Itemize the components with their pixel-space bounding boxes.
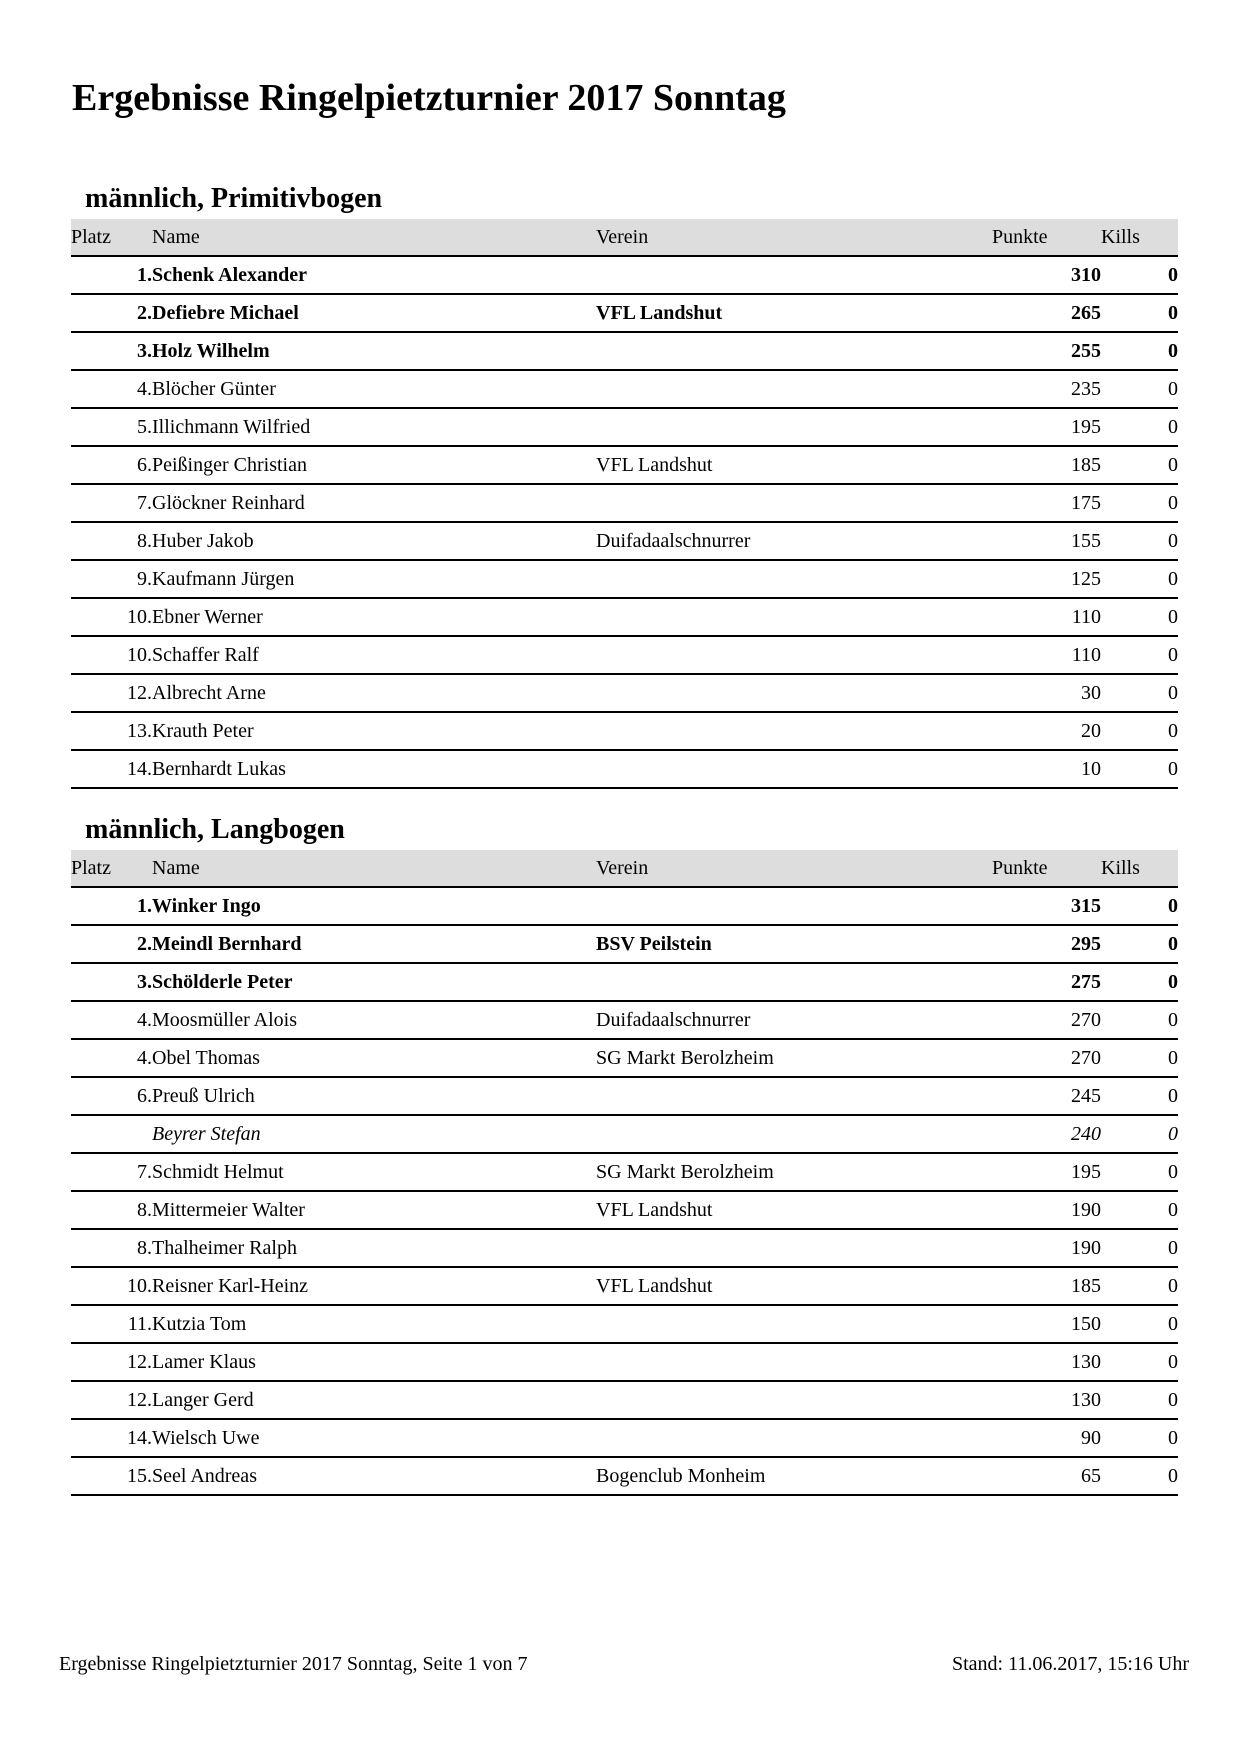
cell-name: Bernhardt Lukas — [152, 750, 596, 788]
cell-platz: 1. — [71, 256, 152, 294]
cell-name: Kutzia Tom — [152, 1305, 596, 1343]
cell-kills: 0 — [1101, 446, 1178, 484]
cell-platz: 8. — [71, 1191, 152, 1229]
cell-punkte: 295 — [992, 925, 1101, 963]
table-row — [71, 560, 1178, 598]
cell-verein: Duifadaalschnurrer — [596, 522, 992, 560]
cell-punkte: 270 — [992, 1039, 1101, 1077]
cell-platz: 12. — [71, 674, 152, 712]
cell-kills: 0 — [1101, 560, 1178, 598]
cell-verein: VFL Landshut — [596, 1191, 992, 1229]
cell-verein — [596, 750, 992, 788]
cell-name: Schölderle Peter — [152, 963, 596, 1001]
cell-name: Langer Gerd — [152, 1381, 596, 1419]
cell-punkte: 310 — [992, 256, 1101, 294]
cell-verein — [596, 1343, 992, 1381]
table-row — [71, 1419, 1178, 1457]
cell-platz: 10. — [71, 598, 152, 636]
cell-platz: 8. — [71, 1229, 152, 1267]
cell-name: Glöckner Reinhard — [152, 484, 596, 522]
cell-platz: 15. — [71, 1457, 152, 1495]
cell-punkte: 245 — [992, 1077, 1101, 1115]
cell-kills: 0 — [1101, 370, 1178, 408]
cell-punkte: 195 — [992, 1153, 1101, 1191]
table-row — [71, 598, 1178, 636]
table-row — [71, 1077, 1178, 1115]
column-header-punkte: Punkte — [992, 850, 1101, 887]
cell-kills: 0 — [1101, 1419, 1178, 1457]
table-row — [71, 1457, 1178, 1495]
section-heading: männlich, Langbogen — [85, 814, 345, 845]
column-header-punkte: Punkte — [992, 219, 1101, 256]
table-row — [71, 1001, 1178, 1039]
cell-verein — [596, 1077, 992, 1115]
cell-name: Lamer Klaus — [152, 1343, 596, 1381]
page-title: Ergebnisse Ringelpietzturnier 2017 Sonntag — [72, 77, 786, 119]
cell-verein — [596, 408, 992, 446]
cell-punkte: 275 — [992, 963, 1101, 1001]
table-header-row — [71, 850, 1178, 887]
results-table — [71, 219, 1178, 789]
cell-kills: 0 — [1101, 1153, 1178, 1191]
cell-name: Blöcher Günter — [152, 370, 596, 408]
cell-verein: VFL Landshut — [596, 1267, 992, 1305]
cell-punkte: 190 — [992, 1191, 1101, 1229]
cell-verein: Bogenclub Monheim — [596, 1457, 992, 1495]
cell-punkte: 90 — [992, 1419, 1101, 1457]
cell-platz: 5. — [71, 408, 152, 446]
cell-verein: SG Markt Berolzheim — [596, 1153, 992, 1191]
cell-name: Preuß Ulrich — [152, 1077, 596, 1115]
cell-platz: 9. — [71, 560, 152, 598]
table-row — [71, 887, 1178, 925]
cell-kills: 0 — [1101, 598, 1178, 636]
cell-verein: Duifadaalschnurrer — [596, 1001, 992, 1039]
cell-verein — [596, 636, 992, 674]
table-row — [71, 484, 1178, 522]
cell-punkte: 195 — [992, 408, 1101, 446]
cell-platz: 6. — [71, 1077, 152, 1115]
table-row — [71, 522, 1178, 560]
cell-punkte: 155 — [992, 522, 1101, 560]
cell-kills: 0 — [1101, 887, 1178, 925]
cell-kills: 0 — [1101, 1343, 1178, 1381]
cell-punkte: 270 — [992, 1001, 1101, 1039]
column-header-platz: Platz — [71, 219, 152, 256]
column-header-verein: Verein — [596, 850, 992, 887]
cell-name: Kaufmann Jürgen — [152, 560, 596, 598]
cell-name: Mittermeier Walter — [152, 1191, 596, 1229]
cell-kills: 0 — [1101, 636, 1178, 674]
cell-platz: 4. — [71, 370, 152, 408]
cell-punkte: 30 — [992, 674, 1101, 712]
cell-punkte: 190 — [992, 1229, 1101, 1267]
cell-punkte: 235 — [992, 370, 1101, 408]
table-row — [71, 1191, 1178, 1229]
table-row — [71, 1267, 1178, 1305]
cell-punkte: 130 — [992, 1381, 1101, 1419]
cell-name: Krauth Peter — [152, 712, 596, 750]
cell-verein — [596, 887, 992, 925]
cell-name: Seel Andreas — [152, 1457, 596, 1495]
cell-punkte: 150 — [992, 1305, 1101, 1343]
cell-verein — [596, 560, 992, 598]
cell-verein — [596, 332, 992, 370]
cell-verein: VFL Landshut — [596, 446, 992, 484]
cell-kills: 0 — [1101, 294, 1178, 332]
table-row — [71, 446, 1178, 484]
cell-kills: 0 — [1101, 1001, 1178, 1039]
cell-punkte: 255 — [992, 332, 1101, 370]
cell-punkte: 125 — [992, 560, 1101, 598]
cell-verein — [596, 963, 992, 1001]
table-row — [71, 1381, 1178, 1419]
cell-verein — [596, 1305, 992, 1343]
cell-name: Beyrer Stefan — [152, 1115, 596, 1153]
cell-platz: 2. — [71, 925, 152, 963]
cell-verein — [596, 674, 992, 712]
section-heading: männlich, Primitivbogen — [85, 183, 383, 214]
column-header-verein: Verein — [596, 219, 992, 256]
cell-kills: 0 — [1101, 522, 1178, 560]
cell-verein — [596, 484, 992, 522]
table-row — [71, 294, 1178, 332]
table-row — [71, 674, 1178, 712]
cell-punkte: 110 — [992, 636, 1101, 674]
cell-name: Meindl Bernhard — [152, 925, 596, 963]
table-row — [71, 408, 1178, 446]
cell-verein — [596, 370, 992, 408]
table-row — [71, 750, 1178, 788]
cell-verein — [596, 598, 992, 636]
table-row — [71, 963, 1178, 1001]
cell-name: Ebner Werner — [152, 598, 596, 636]
cell-punkte: 130 — [992, 1343, 1101, 1381]
table-row — [71, 370, 1178, 408]
cell-name: Peißinger Christian — [152, 446, 596, 484]
cell-platz: 7. — [71, 1153, 152, 1191]
table-header-row — [71, 219, 1178, 256]
cell-verein — [596, 712, 992, 750]
cell-name: Schmidt Helmut — [152, 1153, 596, 1191]
footer-page-info: Ergebnisse Ringelpietzturnier 2017 Sonntag, Seite 1 von 7 — [59, 1653, 528, 1675]
cell-kills: 0 — [1101, 1115, 1178, 1153]
cell-name: Huber Jakob — [152, 522, 596, 560]
cell-name: Obel Thomas — [152, 1039, 596, 1077]
column-header-name: Name — [152, 219, 596, 256]
cell-verein — [596, 1381, 992, 1419]
cell-platz: 10. — [71, 1267, 152, 1305]
cell-platz: 2. — [71, 294, 152, 332]
cell-kills: 0 — [1101, 256, 1178, 294]
cell-verein: SG Markt Berolzheim — [596, 1039, 992, 1077]
column-header-platz: Platz — [71, 850, 152, 887]
cell-verein: VFL Landshut — [596, 294, 992, 332]
cell-verein — [596, 1419, 992, 1457]
cell-punkte: 265 — [992, 294, 1101, 332]
cell-kills: 0 — [1101, 332, 1178, 370]
cell-name: Thalheimer Ralph — [152, 1229, 596, 1267]
cell-name: Wielsch Uwe — [152, 1419, 596, 1457]
cell-kills: 0 — [1101, 484, 1178, 522]
cell-platz: 8. — [71, 522, 152, 560]
cell-punkte: 240 — [992, 1115, 1101, 1153]
table-row — [71, 636, 1178, 674]
cell-name: Reisner Karl-Heinz — [152, 1267, 596, 1305]
cell-name: Schenk Alexander — [152, 256, 596, 294]
cell-kills: 0 — [1101, 1077, 1178, 1115]
cell-punkte: 110 — [992, 598, 1101, 636]
cell-name: Winker Ingo — [152, 887, 596, 925]
cell-punkte: 315 — [992, 887, 1101, 925]
results-table — [71, 850, 1178, 1496]
cell-verein: BSV Peilstein — [596, 925, 992, 963]
cell-platz: 4. — [71, 1039, 152, 1077]
results-table-body — [71, 256, 1178, 788]
table-row — [71, 1153, 1178, 1191]
cell-platz — [71, 1115, 152, 1153]
cell-verein — [596, 256, 992, 294]
cell-platz: 12. — [71, 1343, 152, 1381]
results-section-primitivbogen — [71, 181, 1178, 789]
cell-punkte: 185 — [992, 1267, 1101, 1305]
cell-kills: 0 — [1101, 674, 1178, 712]
cell-punkte: 20 — [992, 712, 1101, 750]
cell-kills: 0 — [1101, 1305, 1178, 1343]
cell-platz: 12. — [71, 1381, 152, 1419]
cell-name: Schaffer Ralf — [152, 636, 596, 674]
cell-kills: 0 — [1101, 925, 1178, 963]
cell-platz: 14. — [71, 1419, 152, 1457]
cell-platz: 11. — [71, 1305, 152, 1343]
cell-verein — [596, 1229, 992, 1267]
cell-platz: 13. — [71, 712, 152, 750]
table-row — [71, 1229, 1178, 1267]
cell-kills: 0 — [1101, 1381, 1178, 1419]
results-section-langbogen — [71, 812, 1178, 1496]
table-row — [71, 1305, 1178, 1343]
cell-punkte: 10 — [992, 750, 1101, 788]
cell-kills: 0 — [1101, 1229, 1178, 1267]
cell-name: Holz Wilhelm — [152, 332, 596, 370]
cell-platz: 7. — [71, 484, 152, 522]
results-table-body — [71, 887, 1178, 1495]
cell-name: Illichmann Wilfried — [152, 408, 596, 446]
table-row — [71, 332, 1178, 370]
footer-timestamp: Stand: 11.06.2017, 15:16 Uhr — [951, 1653, 1189, 1675]
table-row — [71, 1343, 1178, 1381]
column-header-kills: Kills — [1101, 850, 1178, 887]
cell-punkte: 185 — [992, 446, 1101, 484]
cell-kills: 0 — [1101, 1267, 1178, 1305]
cell-kills: 0 — [1101, 1191, 1178, 1229]
cell-name: Moosmüller Alois — [152, 1001, 596, 1039]
cell-kills: 0 — [1101, 712, 1178, 750]
cell-punkte: 175 — [992, 484, 1101, 522]
table-row — [71, 1115, 1178, 1153]
table-row — [71, 1039, 1178, 1077]
table-row — [71, 712, 1178, 750]
cell-name: Albrecht Arne — [152, 674, 596, 712]
cell-kills: 0 — [1101, 408, 1178, 446]
column-header-kills: Kills — [1101, 219, 1178, 256]
cell-platz: 3. — [71, 963, 152, 1001]
cell-punkte: 65 — [992, 1457, 1101, 1495]
cell-platz: 10. — [71, 636, 152, 674]
cell-kills: 0 — [1101, 1039, 1178, 1077]
cell-platz: 1. — [71, 887, 152, 925]
column-header-name: Name — [152, 850, 596, 887]
cell-platz: 6. — [71, 446, 152, 484]
table-row — [71, 925, 1178, 963]
cell-verein — [596, 1115, 992, 1153]
cell-name: Defiebre Michael — [152, 294, 596, 332]
cell-platz: 3. — [71, 332, 152, 370]
cell-kills: 0 — [1101, 750, 1178, 788]
cell-platz: 14. — [71, 750, 152, 788]
cell-kills: 0 — [1101, 1457, 1178, 1495]
cell-kills: 0 — [1101, 963, 1178, 1001]
table-row — [71, 256, 1178, 294]
cell-platz: 4. — [71, 1001, 152, 1039]
